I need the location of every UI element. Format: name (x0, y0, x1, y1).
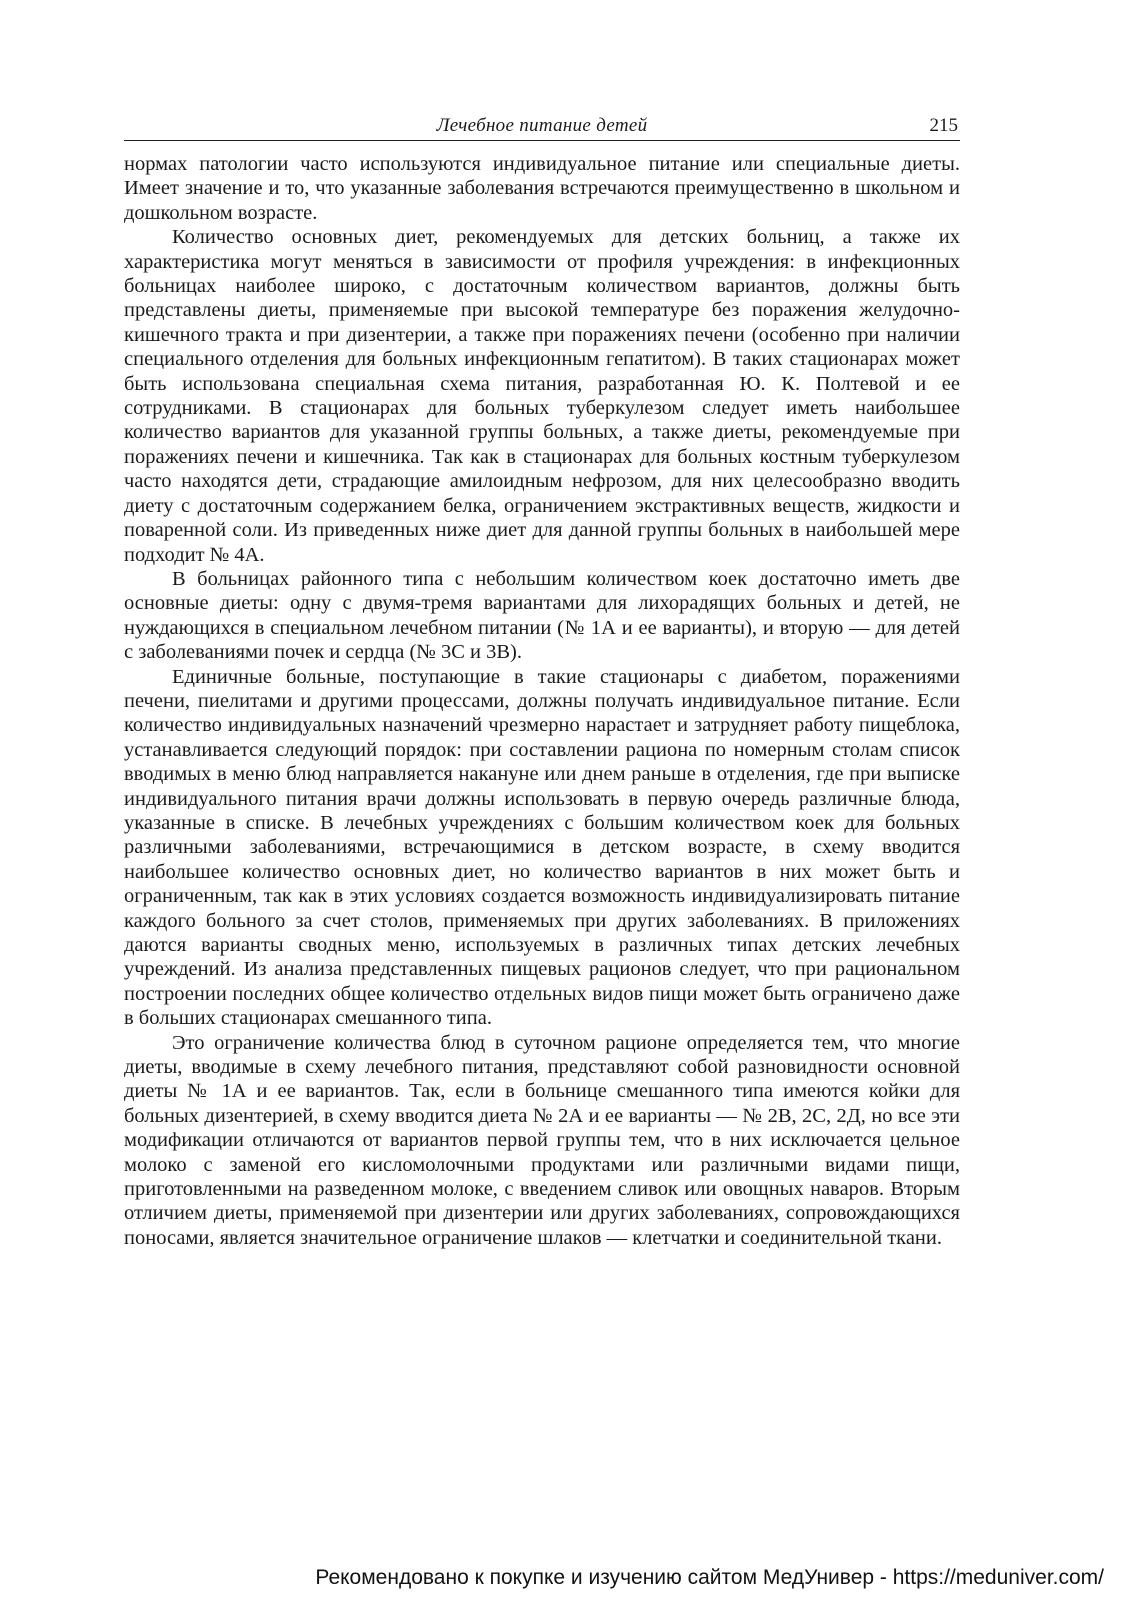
body-text (124, 152, 960, 1250)
paragraph-continuation: нормах патологии часто используются индивидуальное питание или специальные диеты. Имеет значение и то, что указанные заболевания встречаются преимущественно в школьном и дошкольном возрасте. (124, 153, 960, 224)
paragraph-diets-by-profile: Количество основных диет, рекомендуемых для детских больниц, а также их характеристика могут меняться в зависимости от профиля учреждения: в инфекционных больницах наиболее широко, с достаточным количеством вариантов, должны быть представлены диеты, применяемые при высокой температуре без поражения желудочно-кишечного тракта и при дизентерии, а также при поражениях печени (особенно при наличии специального отделения для больных инфекционным гепатитом). В таких стационарах может быть использована специальная схема питания, разработанная Ю. К. Полтевой и ее сотрудниками. В стационарах для больных туберкулезом следует иметь наибольшее количество вариантов для указанной группы больных, а также диеты, рекомендуемые при поражениях печени и кишечника. Так как в стационарах для больных костным туберкулезом часто находятся дети, страдающие амилоидным нефрозом, для них целесообразно вводить диету с достаточным содержанием белка, ограничением экстрактивных веществ, жидкости и поваренной соли. Из приведенных ниже диет для данной группы больных в наибольшей мере подходит № 4А. (124, 226, 960, 566)
paragraph-district-hospitals: В больницах районного типа с небольшим количеством коек достаточно иметь две основные диеты: одну с двумя-тремя вариантами для лихорадящих больных и детей, не нуждающихся в специальном лечебном питании (№ 1А и ее варианты), и вторую — для детей с заболеваниями почек и сердца (№ 3С и 3В). (124, 567, 960, 664)
page-number: 215 (929, 115, 958, 136)
footer-recommendation-link[interactable]: Рекомендовано к покупке и изучению сайтом МедУнивер - https://meduniver.com/ (315, 1566, 1104, 1589)
running-header (124, 112, 960, 141)
paragraph-dish-limitation: Это ограничение количества блюд в суточном рационе определяется тем, что многие диеты, вводимые в схему лечебного питания, представляют собой разновидности основной диеты № 1А и ее вариантов. Так, если в больнице смешанного типа имеются койки для больных дизентерией, в схему вводится диета № 2А и ее варианты — № 2В, 2С, 2Д, но все эти модификации отличаются от вариантов первой группы тем, что в них исключается цельное молоко с заменой его кисломолочными продуктами или различными видами пищи, приготовленными на разведенном молоке, с введением сливок или овощных наваров. Вторым отличием диеты, применяемой при дизентерии или других заболеваниях, сопровождающихся поносами, является значительное ограничение шлаков — клетчатки и соединительной ткани. (124, 1031, 960, 1249)
paragraph-individual-patients: Единичные больные, поступающие в такие стационары с диабетом, поражениями печени, пиелитами и другими процессами, должны получать индивидуальное питание. Если количество индивидуальных назначений чрезмерно нарастает и затрудняет работу пищеблока, устанавливается следующий порядок: при составлении рациона по номерным столам список вводимых в меню блюд направляется накануне или днем раньше в отделения, где при выписке индивидуального питания врачи должны использовать в первую очередь различные блюда, указанные в списке. В лечебных учреждениях с большим количеством коек для больных различными заболеваниями, встречающимися в детском возрасте, в схему вводится наибольшее количество основных диет, но количество вариантов в них может быть и ограниченным, так как в этих условиях создается возможность индивидуализировать питание каждого больного за счет столов, применяемых при других заболеваниях. В приложениях даются варианты сводных меню, используемых в различных типах детских лечебных учреждений. Из анализа представленных пищевых рационов следует, что при рациональном построении последних общее количество отдельных видов пищи может быть ограничено даже в больших стационарах смешанного типа. (124, 665, 960, 1030)
running-title: Лечебное питание детей (436, 115, 648, 136)
